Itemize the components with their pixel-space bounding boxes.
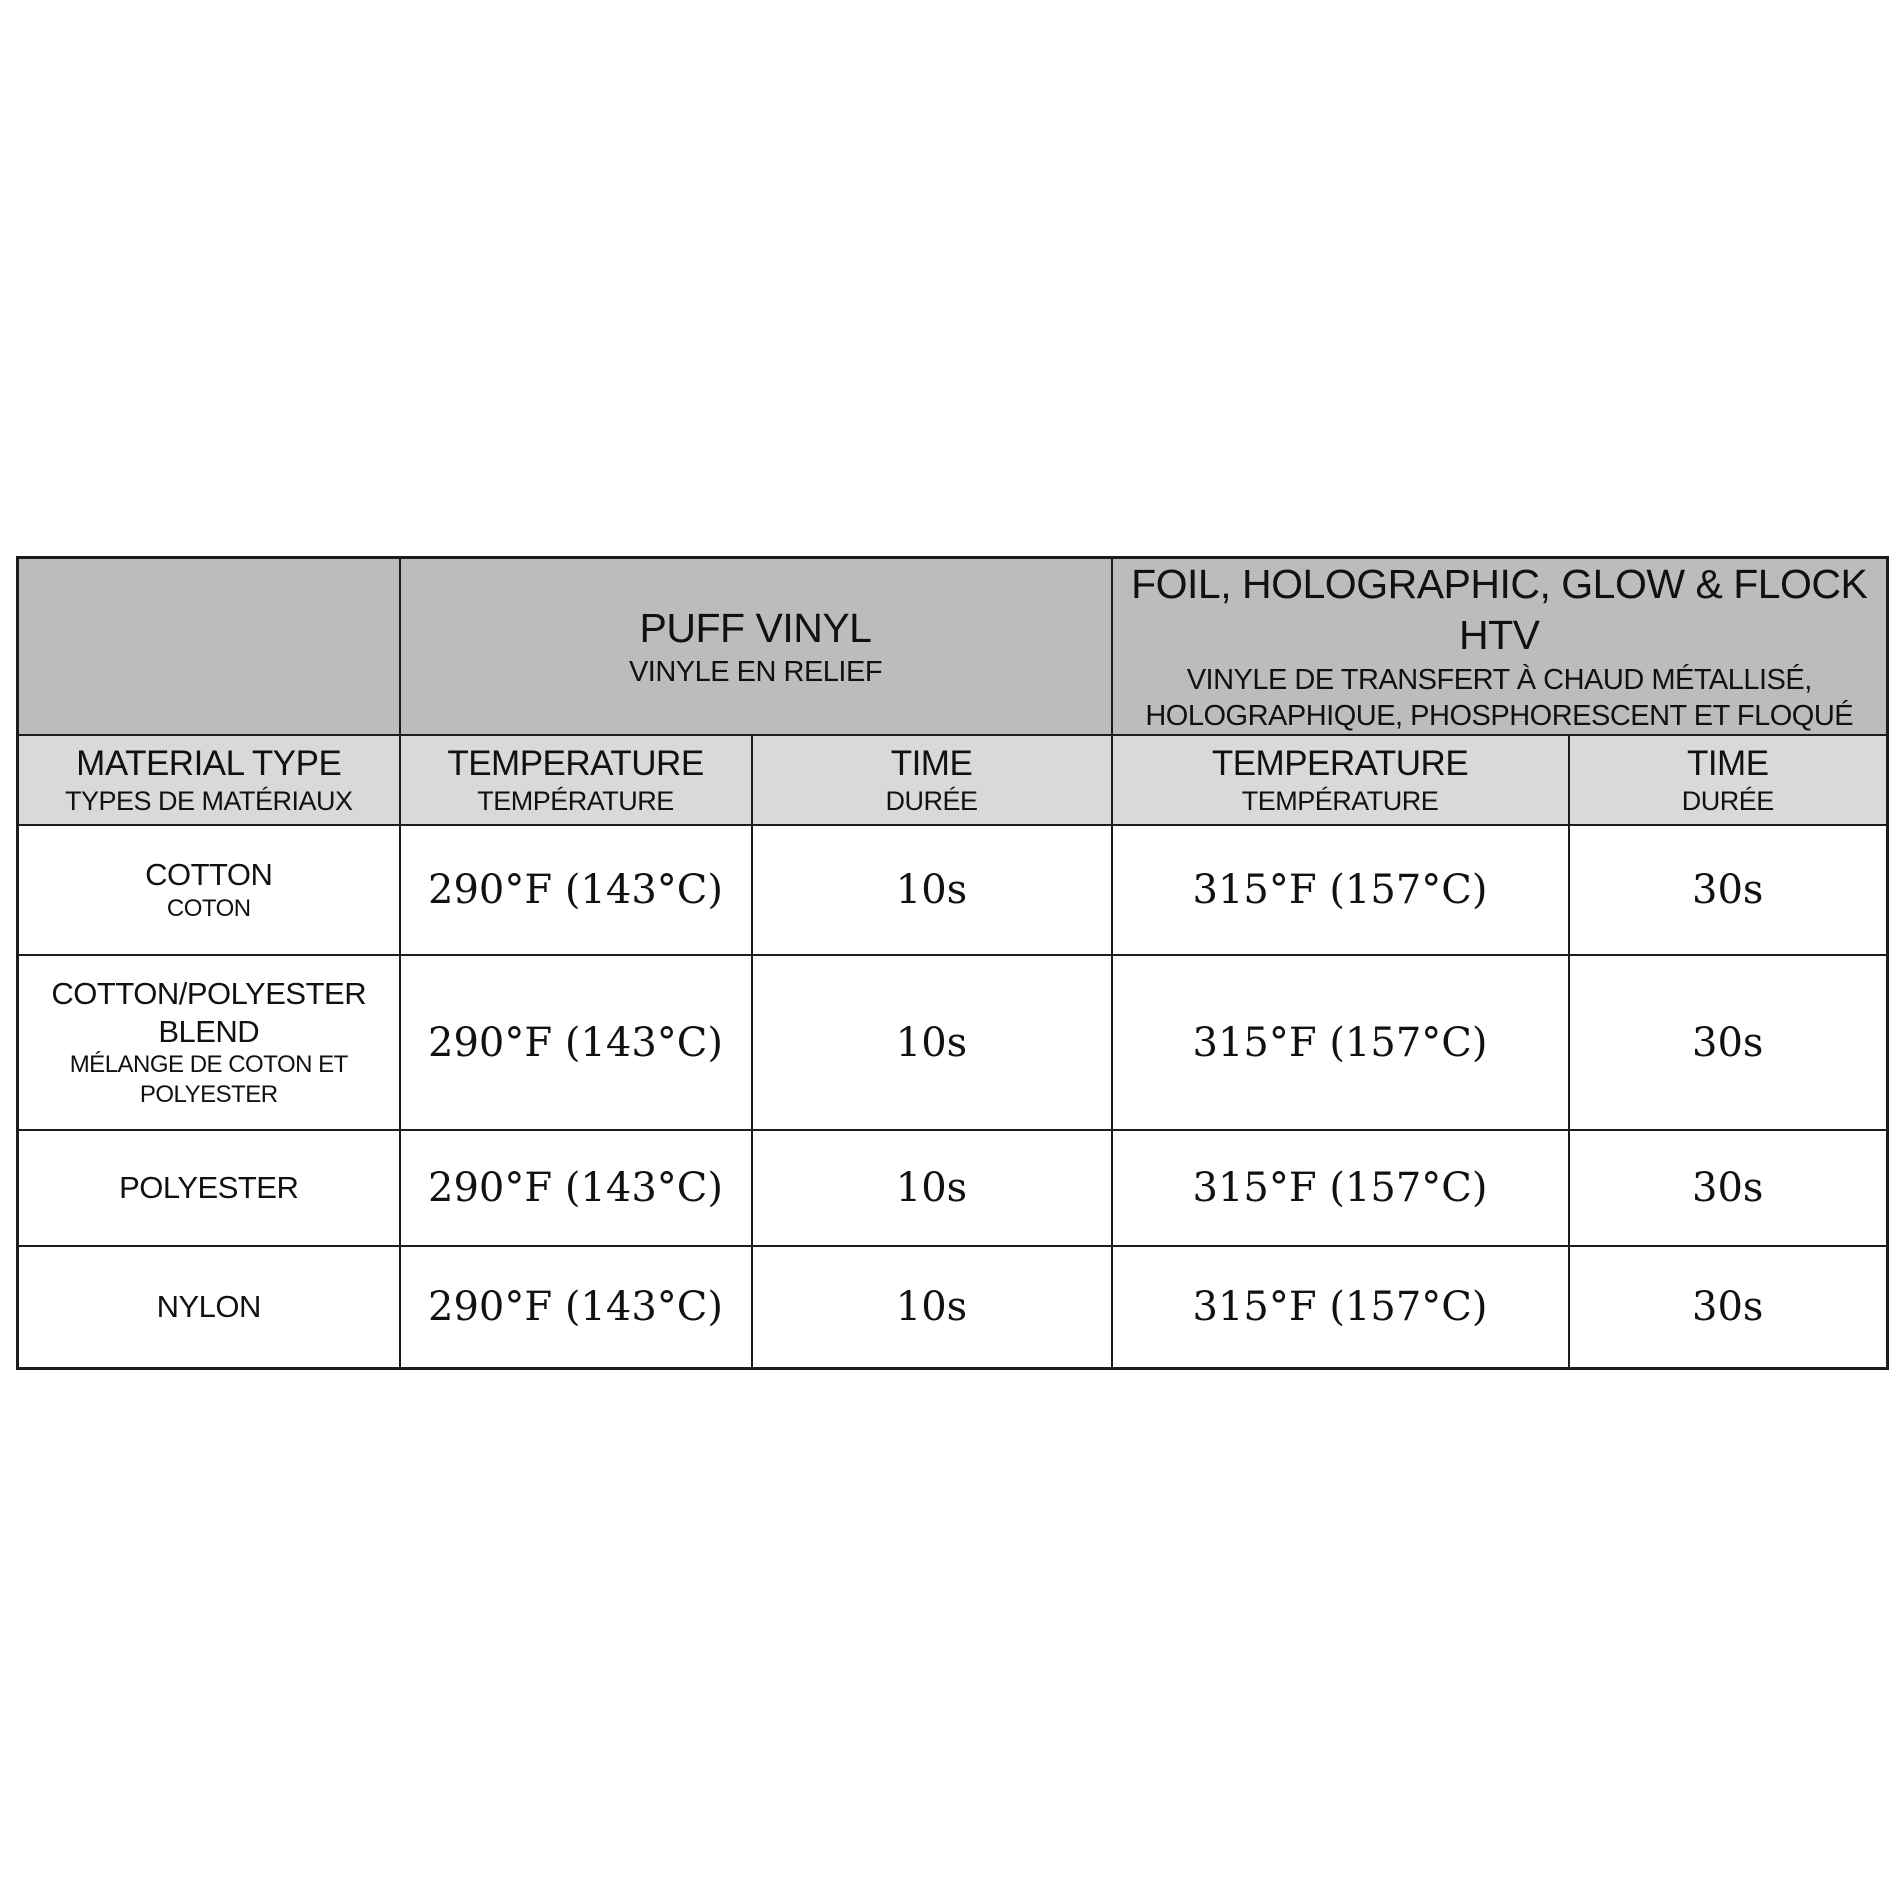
column-header-row (18, 735, 1888, 825)
foil-htv-title: FOIL, HOLOGRAPHIC, GLOW & FLOCK HTV (1131, 561, 1868, 659)
table-row-cotton-polyester-blend (18, 955, 1888, 1130)
material-cell (18, 825, 400, 955)
puff-temperature-cell (400, 1130, 752, 1246)
foil-time-label: TIME (1686, 743, 1769, 783)
puff-time-value: 10s (895, 1283, 968, 1330)
puff-temperature-value: 290°F (143°C) (428, 1019, 723, 1066)
foil-time-cell (1569, 825, 1888, 955)
column-header-puff-time (752, 735, 1112, 825)
foil-temperature-cell (1112, 1246, 1569, 1368)
puff-temperature-cell (400, 1246, 752, 1368)
material-name: POLYESTER (119, 1170, 299, 1206)
puff-temperature-label: TEMPERATURE (447, 743, 704, 783)
foil-time-value: 30s (1692, 867, 1764, 913)
column-header-foil-time (1569, 735, 1888, 825)
puff-temperature-value: 290°F (143°C) (428, 1165, 723, 1211)
table-row-polyester (18, 1130, 1888, 1246)
foil-time-cell (1569, 955, 1888, 1130)
puff-temperature-value: 290°F (143°C) (428, 1283, 723, 1330)
foil-temperature-sublabel: TEMPÉRATURE (1241, 785, 1439, 816)
puff-time-label: TIME (890, 743, 973, 783)
material-cell (18, 955, 400, 1130)
material-name-fr: COTON (166, 894, 251, 922)
heat-press-settings-table (16, 556, 1889, 1370)
foil-time-cell (1569, 1130, 1888, 1246)
foil-time-value: 30s (1692, 1165, 1764, 1211)
foil-time-value: 30s (1692, 1283, 1764, 1330)
foil-temperature-cell (1112, 1130, 1569, 1246)
puff-time-cell (752, 1130, 1112, 1246)
material-name: COTTON (145, 857, 273, 893)
header-group-puff-vinyl (400, 558, 1112, 736)
puff-vinyl-title: PUFF VINYL (639, 604, 872, 651)
foil-temperature-label: TEMPERATURE (1211, 743, 1469, 783)
puff-vinyl-subtitle: VINYLE EN RELIEF (628, 656, 883, 688)
foil-temperature-value: 315°F (157°C) (1192, 1165, 1488, 1211)
puff-time-value: 10s (895, 867, 968, 913)
header-group-row (18, 558, 1888, 736)
puff-time-cell (752, 955, 1112, 1130)
foil-temperature-cell (1112, 825, 1569, 955)
material-name: NYLON (156, 1289, 261, 1325)
puff-time-value: 10s (895, 1019, 968, 1066)
puff-time-cell (752, 1246, 1112, 1368)
puff-temperature-sublabel: TEMPÉRATURE (477, 785, 674, 816)
material-name: COTTON/POLYESTER BLEND (51, 976, 367, 1049)
puff-temperature-value: 290°F (143°C) (428, 867, 723, 913)
foil-time-value: 30s (1692, 1019, 1764, 1066)
puff-temperature-cell (400, 825, 752, 955)
foil-temperature-cell (1112, 955, 1569, 1130)
material-cell (18, 1130, 400, 1246)
foil-temperature-value: 315°F (157°C) (1192, 867, 1488, 913)
material-type-label: MATERIAL TYPE (76, 743, 342, 783)
puff-temperature-cell (400, 955, 752, 1130)
puff-time-cell (752, 825, 1112, 955)
column-header-puff-temperature (400, 735, 752, 825)
foil-time-cell (1569, 1246, 1888, 1368)
foil-htv-subtitle-line2: HOLOGRAPHIQUE, PHOSPHORESCENT ET FLOQUÉ (1145, 699, 1854, 732)
material-name-fr: MÉLANGE DE COTON ET POLYESTER (69, 1050, 348, 1108)
column-header-foil-temperature (1112, 735, 1569, 825)
column-header-material-type (18, 735, 400, 825)
table-row-nylon (18, 1246, 1888, 1368)
header-group-foil-htv (1112, 558, 1888, 736)
puff-time-sublabel: DURÉE (885, 785, 978, 816)
foil-temperature-value: 315°F (157°C) (1192, 1283, 1488, 1330)
material-cell (18, 1246, 400, 1368)
material-type-sublabel: TYPES DE MATÉRIAUX (64, 785, 353, 816)
foil-time-sublabel: DURÉE (1681, 785, 1774, 816)
foil-temperature-value: 315°F (157°C) (1192, 1019, 1488, 1066)
table-row-cotton (18, 825, 1888, 955)
header-corner-cell (18, 558, 400, 736)
puff-time-value: 10s (895, 1165, 968, 1211)
foil-htv-subtitle-line1: VINYLE DE TRANSFERT À CHAUD MÉTALLISÉ, (1186, 663, 1812, 696)
